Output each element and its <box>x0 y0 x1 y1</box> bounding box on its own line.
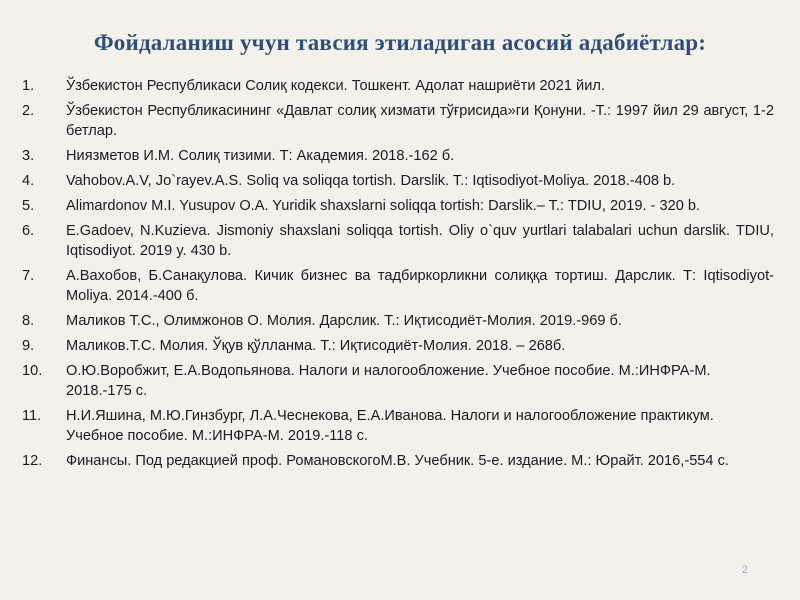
item-text: Alimardonov M.I. Yusupov O.A. Yuridik shaxslarni soliqqa tortish: Darslik.– T.: TDIU, 2019. - 320 b. <box>66 198 701 214</box>
list-item <box>22 311 774 331</box>
item-number: 10. <box>22 363 43 379</box>
item-number: 4. <box>22 173 35 189</box>
item-number: 3. <box>22 148 35 164</box>
item-number: 5. <box>22 198 35 214</box>
list-item <box>22 451 774 471</box>
item-number: 2. <box>22 103 35 119</box>
item-number: 11. <box>22 408 42 424</box>
item-text: Ўзбекистон Республикасининг «Давлат солиқ хизмати тўғрисида»ги Қонуни. -Т.: 1997 йил 29 август, 1-2 бетлар. <box>66 103 774 139</box>
list-item <box>22 361 774 401</box>
item-text: А.Вахобов, Б.Санақулова. Кичик бизнес ва тадбиркорликни солиққа тортиш. Дарслик. Т: Iqtisodiyot-Moliya. 2014.-400 б. <box>66 268 774 304</box>
list-item <box>22 406 774 446</box>
list-item <box>22 101 774 141</box>
item-text: Н.И.Яшина, М.Ю.Гинзбург, Л.А.Чеснекова, Е.А.Иванова. Налоги и налогообложение практикум. Учебное пособие. М.:ИНФРА-М. 2019.-118 с. <box>66 408 714 444</box>
item-text: О.Ю.Воробжит, Е.А.Водопьянова. Налоги и налогообложение. Учебное пособие. М.:ИНФРА-М. 2018.-175 с. <box>66 363 711 399</box>
item-number: 12. <box>22 453 43 469</box>
page-number: 2 <box>741 564 748 576</box>
list-item <box>22 171 774 191</box>
item-number: 8. <box>22 313 35 329</box>
item-number: 1. <box>22 78 35 94</box>
item-number: 7. <box>22 268 35 284</box>
list-item <box>22 221 774 261</box>
list-item <box>22 146 774 166</box>
item-number: 9. <box>22 338 35 354</box>
item-text: E.Gadoev, N.Kuzieva. Jismoniy shaxslani soliqqa tortish. Oliy o`quv yurtlari talabalari uchun darslik. TDIU, Iqtisodiyot. 2019 y. 430 b. <box>66 223 774 259</box>
item-text: Ўзбекистон Республикаси Солиқ кодекси. Тошкент. Адолат нашриёти 2021 йил. <box>66 78 605 94</box>
item-number: 6. <box>22 223 35 239</box>
item-text: Маликов Т.С., Олимжонов О. Молия. Дарслик. Т.: Иқтисодиёт-Молия. 2019.-969 б. <box>66 313 622 329</box>
item-text: Маликов.Т.С. Молия. Ўқув қўлланма. Т.: Иқтисодиёт-Молия. 2018. – 268б. <box>66 338 566 354</box>
list-item <box>22 76 774 96</box>
reference-list <box>22 76 774 476</box>
item-text: Финансы. Под редакцией проф. РомановскогоМ.В. Учебник. 5-е. издание. М.: Юрайт. 2016,-554 с. <box>66 453 729 469</box>
slide-title: Фойдаланиш учун тавсия этиладиган асосий адабиётлар: <box>93 30 707 55</box>
item-text: Vahobov.A.V, Jo`rayev.A.S. Soliq va soliqqa tortish. Darslik. T.: Iqtisodiyot-Moliya. 2018.-408 b. <box>66 173 676 189</box>
item-text: Ниязметов И.М. Солиқ тизими. Т: Академия. 2018.-162 б. <box>66 148 455 164</box>
list-item <box>22 336 774 356</box>
list-item <box>22 196 774 216</box>
list-item <box>22 266 774 306</box>
